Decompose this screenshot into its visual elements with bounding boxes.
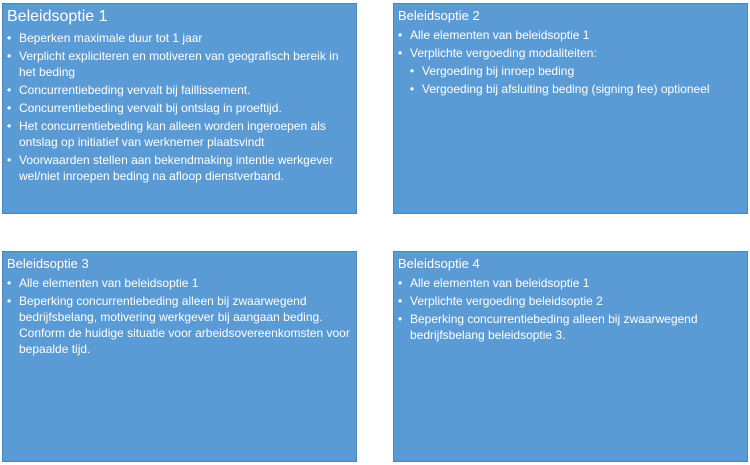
list-item: • Verplichte vergoeding modaliteiten: <box>398 45 741 61</box>
policy-option-4-box <box>393 251 748 462</box>
list-item: • Concurrentiebeding vervalt bij faillissement. <box>7 82 350 98</box>
policy-option-4-list <box>398 275 741 343</box>
policy-option-2-list <box>398 27 741 97</box>
policy-option-3-box <box>2 251 357 462</box>
policy-option-1-list <box>7 30 350 184</box>
list-item: • Alle elementen van beleidsoptie 1 <box>7 275 350 291</box>
list-item: • Beperken maximale duur tot 1 jaar <box>7 30 350 46</box>
policy-option-3-title: Beleidsoptie 3 <box>7 256 89 271</box>
list-item: • Verplicht expliciteren en motiveren van geografisch bereik in het beding <box>7 48 350 80</box>
list-item: • Beperking concurrentiebeding alleen bij zwaarwegend bedrijfsbelang beleidsoptie 3. <box>398 311 741 343</box>
policy-option-1-box <box>2 3 357 214</box>
sub-list-item: • Vergoeding bij inroep beding <box>398 63 741 79</box>
policy-option-2-title: Beleidsoptie 2 <box>398 8 480 23</box>
policy-option-2-box <box>393 3 748 214</box>
policy-option-1-title: Beleidsoptie 1 <box>7 8 108 25</box>
policy-option-3-list <box>7 275 350 357</box>
sub-list-item: • Vergoeding bij afsluiting beding (signing fee) optioneel <box>398 81 741 97</box>
policy-option-4-title: Beleidsoptie 4 <box>398 256 480 271</box>
list-item: • Verplichte vergoeding beleidsoptie 2 <box>398 293 741 309</box>
list-item: • Alle elementen van beleidsoptie 1 <box>398 275 741 291</box>
list-item: • Alle elementen van beleidsoptie 1 <box>398 27 741 43</box>
list-item: • Het concurrentiebeding kan alleen worden ingeroepen als ontslag op initiatief van werknemer plaatsvindt <box>7 118 350 150</box>
list-item: • Concurrentiebeding vervalt bij ontslag in proeftijd. <box>7 100 350 116</box>
list-item: • Voorwaarden stellen aan bekendmaking intentie werkgever wel/niet inroepen beding na afloop dienstverband. <box>7 152 350 184</box>
list-item: • Beperking concurrentiebeding alleen bij zwaarwegend bedrijfsbelang, motivering werkgever bij aangaan beding. Conform de huidige situatie voor arbeidsovereenkomsten voor bepaalde tijd. <box>7 293 350 357</box>
